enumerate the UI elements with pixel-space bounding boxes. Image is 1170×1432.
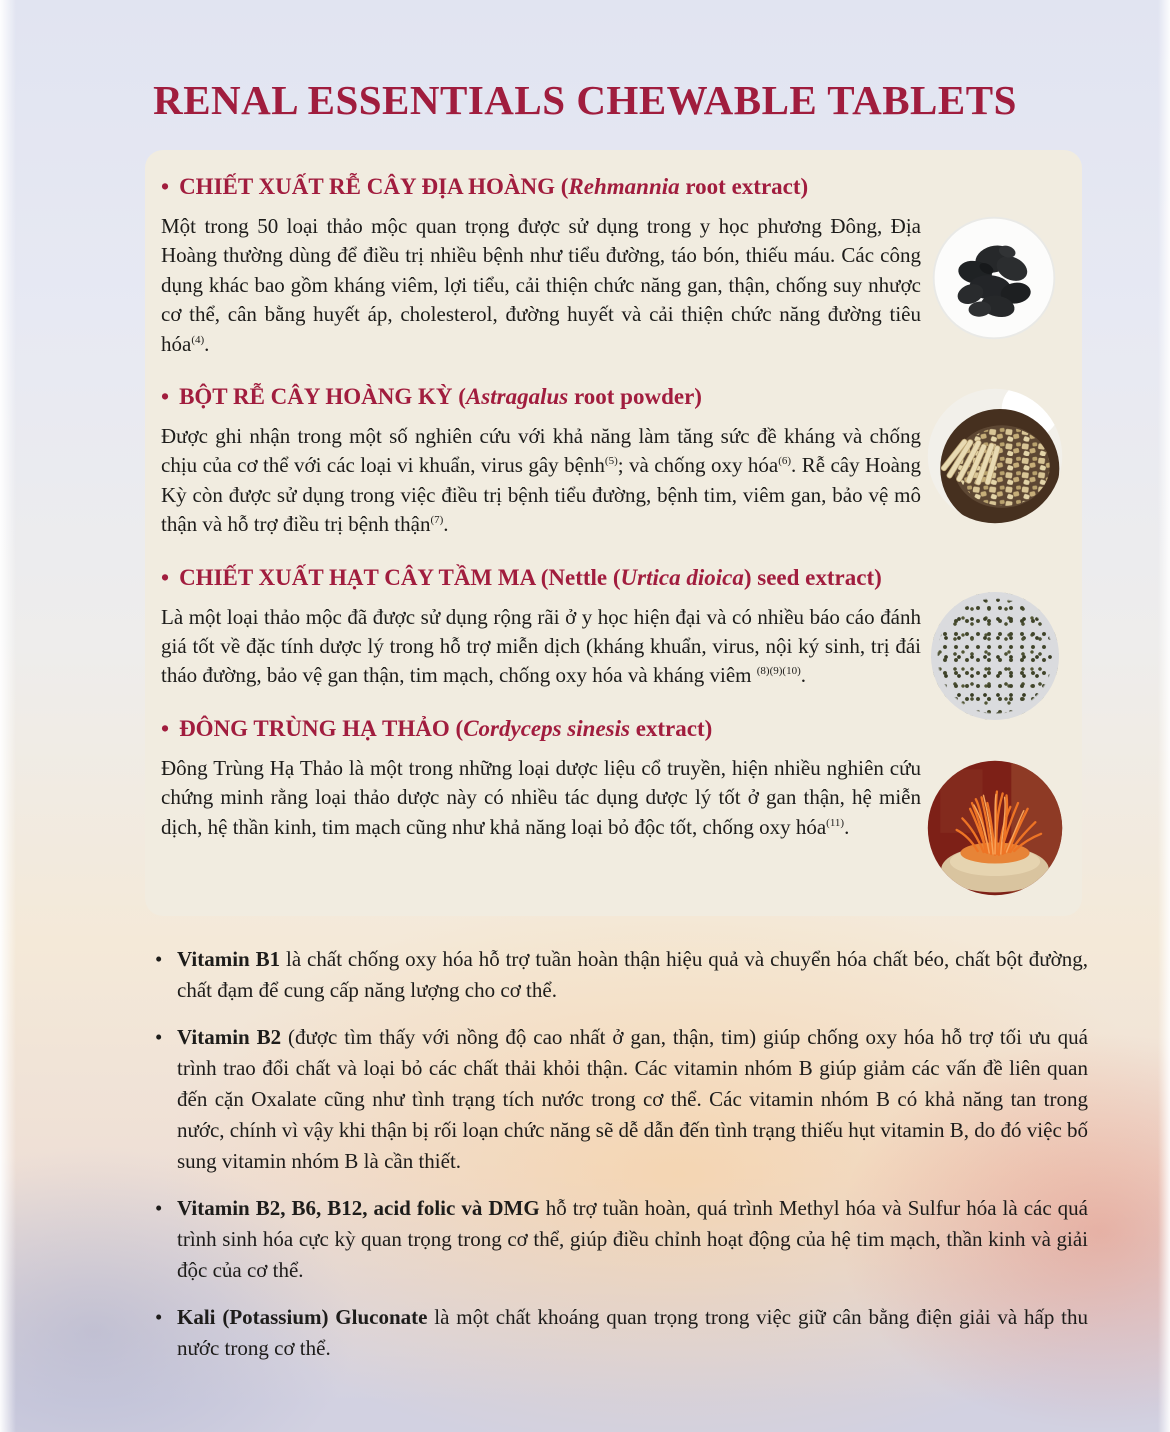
list-item-kali-gluconate: • Kali (Potassium) Gluconate là một chất khoáng quan trọng trong việc giữ cân bằng điện giải và hấp thu nước trong cơ thể. — [150, 1302, 1088, 1364]
rehmannia-roots-photo — [928, 212, 1060, 344]
section-body: Một trong 50 loại thảo mộc quan trọng được sử dụng trong y học phương Đông, Địa Hoàng thường dùng để điều trị nhiều bệnh như tiểu đường, táo bón, thiếu máu. Các công dụng khác bao gồm kháng viêm, lợi tiểu, cải thiện chức năng gan, thận, chống suy nhược cơ thể, cân bằng huyết áp, cholesterol, đường huyết và cải thiện chức năng đường tiêu hóa$^{(4)}$. — [161, 214, 921, 356]
bullet-dot-icon: • — [161, 384, 170, 410]
section-heading: • CHIẾT XUẤT HẠT CÂY TẦM MA (Nettle (Urtica dioica) seed extract) — [161, 564, 882, 590]
section-cordyceps — [161, 714, 921, 842]
vitamin-bullet-list — [150, 944, 1088, 1380]
section-nettle — [161, 563, 921, 691]
section-rehmannia — [161, 172, 921, 359]
section-body: Đông Trùng Hạ Thảo là một trong những loại dược liệu cổ truyền, hiện nhiều nghiên cứu chứng minh rằng loại thảo dược này có nhiều tác dụng dược lý tốt ở gan thận, hệ miễn dịch, hệ thần kinh, tim mạch cũng như khả năng loại bỏ độc tốt, chống oxy hóa$^{(11)}$. — [161, 755, 921, 839]
section-heading: • ĐÔNG TRÙNG HẠ THẢO (Cordyceps sinesis extract) — [161, 715, 713, 741]
section-heading: • CHIẾT XUẤT RỄ CÂY ĐỊA HOÀNG (Rehmannia root extract) — [161, 174, 809, 199]
ingredients-text-column — [161, 172, 921, 842]
list-item-vitamin-b2: • Vitamin B2 (được tìm thấy với nồng độ cao nhất ở gan, thận, tim) giúp chống oxy hóa hỗ trợ tối ưu quá trình trao đổi chất và loại bỏ các chất thải khỏi thận. Các vitamin nhóm B giúp giảm các vấn đề liên quan đến cặn Oxalate cũng như tình trạng tích nước trong cơ thể. Các vitamin nhóm B có khả năng tan trong nước, chính vì vậy khi thận bị rối loạn chức năng sẽ dễ dẫn đến tình trạng thiếu hụt vitamin B, do đó việc bố sung vitamin nhóm B là cần thiết. — [150, 1022, 1088, 1177]
list-item-vitamin-b2-b6-b12: • Vitamin B2, B6, B12, acid folic và DMG hỗ trợ tuần hoàn, quá trình Methyl hóa và Sulfur hóa là các quá trình sinh hóa cực kỳ quan trọng trong cơ thể, giúp điều chỉnh hoạt động của hệ tim mạch, thần kinh và giải độc của cơ thể. — [150, 1193, 1088, 1286]
page-title: RENAL ESSENTIALS CHEWABLE TABLETS — [153, 77, 1017, 123]
ingredients-panel — [145, 150, 1082, 916]
bullet-dot-icon: • — [161, 174, 170, 199]
astragalus-root-photo — [923, 384, 1067, 528]
list-item-vitamin-b1: • Vitamin B1 là chất chống oxy hóa hỗ trợ tuần hoàn thận hiệu quả và chuyển hóa chất béo, chất bột đường, chất đạm để cung cấp năng lượng cho cơ thể. — [150, 944, 1088, 1006]
bullet-dot-icon: • — [161, 564, 170, 590]
section-astragalus — [161, 382, 921, 540]
section-body: Được ghi nhận trong một số nghiên cứu với khả năng làm tăng sức đề kháng và chống chịu của cơ thể với các loại vi khuẩn, virus gây bệnh$^{(5)}$; và chống oxy hóa$^{(6)}$. Rễ cây Hoàng Kỳ còn được sử dụng trong việc điều trị bệnh tiểu đường, bệnh tim, viêm gan, bảo vệ mô thận và hỗ trợ điều trị bệnh thận$^{(7)}$. — [161, 424, 921, 537]
section-heading: • BỘT RỄ CÂY HOÀNG KỲ (Astragalus root powder) — [161, 384, 702, 410]
bullet-dot-icon: • — [161, 715, 170, 741]
nettle-seeds-photo — [931, 592, 1059, 720]
cordyceps-photo — [923, 756, 1067, 900]
section-body: Là một loại thảo mộc đã được sử dụng rộng rãi ở y học hiện đại và có nhiều báo cáo đánh giá tốt về đặc tính dược lý trong hỗ trợ miễn dịch (kháng khuẩn, virus, nội ký sinh, trị đái tháo đường, bảo vệ gan thận, tim mạch, chống oxy hóa và kháng viêm $^{(8)(9)(10)}$. — [161, 604, 921, 688]
